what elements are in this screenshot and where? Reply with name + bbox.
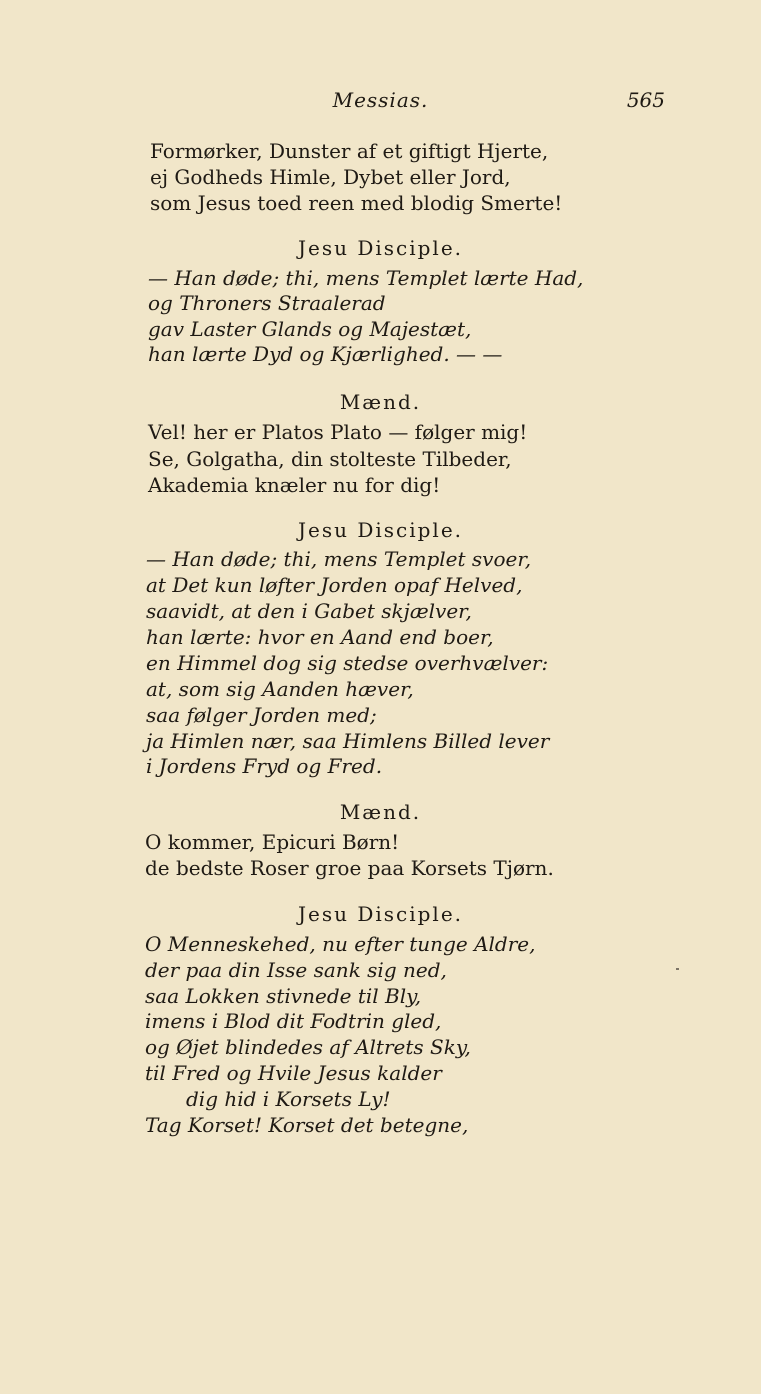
verse-line: at Det kun løfter Jorden opaf Helved, [146,573,523,597]
verse-line: saa følger Jorden med; [146,703,377,727]
verse-line: — Han døde; thi, mens Templet svoer, [146,547,532,571]
speaker-heading: Mænd. [339,800,422,824]
verse-line: i Jordens Fryd og Fred. [146,754,383,778]
speaker-heading: Mænd. [339,390,422,414]
verse-line: han lærte Dyd og Kjærlighed. — — [148,342,503,366]
page-number: 565 [626,88,665,112]
verse-line: at, som sig Aanden hæver, [146,677,414,701]
verse-line: som Jesus toed reen med blodig Smerte! [150,191,563,215]
verse-line: og Throners Straalerad [148,291,386,315]
verse-line: Tag Korset! Korset det betegne, [145,1113,469,1137]
verse-line: dig hid i Korsets Ly! [186,1087,391,1111]
verse-line: en Himmel dog sig stedse overhvælver: [146,651,549,675]
verse-line: Vel! her er Platos Plato — følger mig! [148,420,528,444]
verse-line: Se, Golgatha, din stolteste Tilbeder, [148,447,512,471]
speaker-heading: Jesu Disciple. [297,902,464,926]
verse-line: han lærte: hvor en Aand end boer, [146,625,494,649]
verse-line: saa Lokken stivnede til Bly, [145,984,422,1008]
speaker-heading: Jesu Disciple. [297,518,464,542]
paper-speck [676,968,679,970]
verse-line: — Han døde; thi, mens Templet lærte Had, [148,266,584,290]
speaker-heading: Jesu Disciple. [297,236,464,260]
verse-line: Akademia knæler nu for dig! [148,473,441,497]
verse-line: ja Himlen nær, saa Himlens Billed lever [146,729,550,753]
verse-line: og Øjet blindedes af Altrets Sky, [145,1035,471,1059]
verse-line: O kommer, Epicuri Børn! [145,830,400,854]
verse-line: O Menneskehed, nu efter tunge Aldre, [145,932,536,956]
verse-line: saavidt, at den i Gabet skjælver, [146,599,472,623]
running-title: Messias. [332,88,429,112]
verse-line: Formørker, Dunster af et giftigt Hjerte, [150,139,549,163]
verse-line: imens i Blod dit Fodtrin gled, [145,1009,442,1033]
verse-line: de bedste Roser groe paa Korsets Tjørn. [145,856,554,880]
verse-line: ej Godheds Himle, Dybet eller Jord, [150,165,511,189]
verse-line: til Fred og Hvile Jesus kalder [145,1061,442,1085]
verse-line: der paa din Isse sank sig ned, [145,958,447,982]
verse-line: gav Laster Glands og Majestæt, [148,317,472,341]
